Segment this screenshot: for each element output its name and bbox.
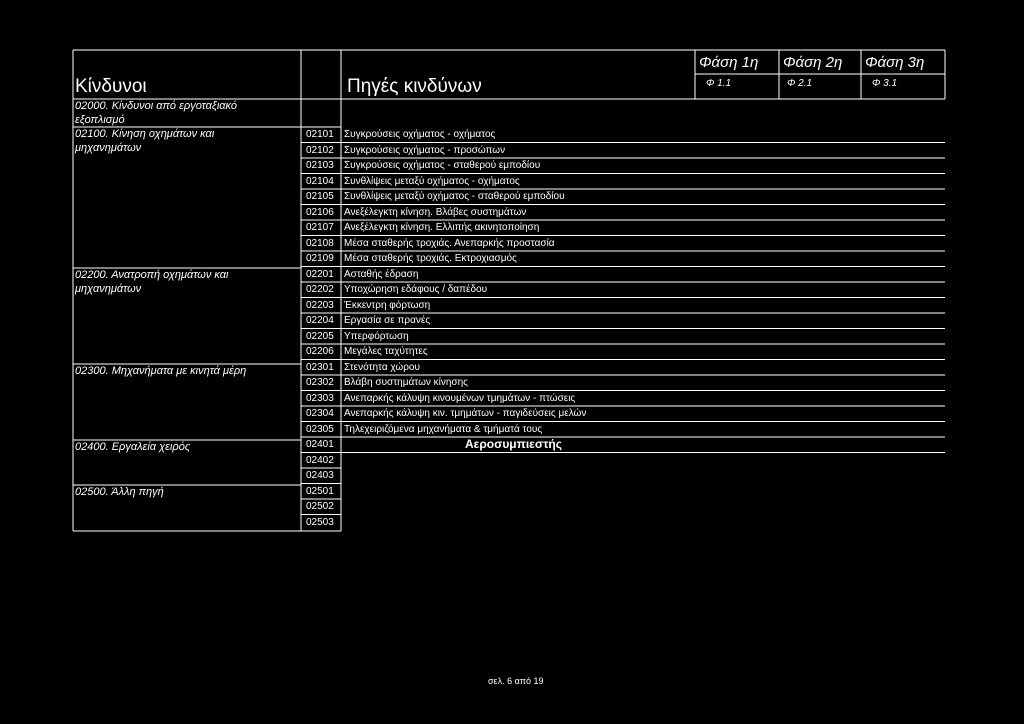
phase-2-sub: Φ 2.1 — [787, 78, 813, 89]
phase-3-header: Φάση 3η — [865, 54, 925, 71]
phase-2-header: Φάση 2η — [783, 54, 843, 71]
phase-1-header: Φάση 1η — [699, 54, 759, 71]
risk-source-description: Τηλεχειριζόμενα μηχανήματα & τμήματά τους — [344, 423, 543, 435]
risk-source-description: Βλάβη συστημάτων κίνησης — [344, 377, 468, 388]
risk-source-description: Μεγάλες ταχύτητες — [344, 346, 428, 357]
phase-1-sub: Φ 1.1 — [706, 78, 732, 89]
risk-source-description: Αεροσυμπιεστής — [465, 437, 563, 451]
risk-code: 02203 — [306, 299, 334, 311]
risk-code: 02108 — [306, 237, 334, 249]
phase-3-sub: Φ 3.1 — [872, 78, 898, 89]
risk-code: 02304 — [306, 408, 334, 419]
category-label: 02000. Κίνδυνοι από εργοταξιακό — [75, 100, 238, 112]
risk-source-description: Ασταθής έδραση — [344, 268, 419, 280]
risk-source-description: Εργασία σε πρανές — [344, 315, 431, 326]
category-label-cont: εξοπλισμό — [75, 114, 125, 126]
risk-code: 02201 — [306, 268, 334, 280]
risk-source-description: Ανεπαρκής κάλυψη κινουμένων τμημάτων - πτώσεις — [344, 392, 576, 404]
risk-code: 02401 — [306, 439, 334, 450]
risk-code: 02105 — [306, 191, 334, 202]
risk-code: 02204 — [306, 315, 334, 326]
risk-code: 02101 — [306, 129, 334, 140]
category-label: 02400. Εργαλεία χειρός — [75, 441, 191, 453]
risk-code: 02109 — [306, 253, 334, 264]
risk-source-description: Υποχώρηση εδάφους / δαπέδου — [344, 284, 488, 295]
risk-source-description: Στενότητα χώρου — [344, 361, 420, 373]
page-number: σελ. 6 από 19 — [488, 676, 544, 686]
risk-code: 02502 — [306, 501, 334, 512]
risk-source-description: Συνθλίψεις μεταξύ οχήματος - σταθερού εμποδίου — [344, 191, 565, 202]
risk-code: 02302 — [306, 377, 334, 388]
category-label: 02300. Μηχανήματα με κινητά μέρη — [75, 365, 247, 377]
risk-source-description: Μέσα σταθερής τροχιάς. Εκτροχιασμός — [344, 253, 517, 264]
risk-code: 02106 — [306, 206, 334, 218]
risk-code: 02305 — [306, 423, 334, 435]
risk-source-description: Υπερφόρτωση — [344, 330, 409, 342]
risk-code: 02205 — [306, 330, 334, 342]
risks-header: Κίνδυνοι — [75, 76, 147, 97]
risk-source-description: Ανεπαρκής κάλυψη κιν. τμημάτων - παγιδεύσεις μελών — [344, 408, 587, 419]
risk-code: 02103 — [306, 160, 334, 171]
risk-source-description: Συγκρούσεις οχήματος - προσώπων — [344, 144, 506, 156]
risk-code: 02402 — [306, 454, 334, 466]
risk-source-description: Ανεξέλεγκτη κίνηση. Ελλιπής ακινητοποίηση — [344, 222, 540, 233]
risk-code: 02102 — [306, 144, 334, 156]
risk-source-description: Συγκρούσεις οχήματος - οχήματος — [344, 129, 496, 140]
category-label-cont: μηχανημάτων — [75, 283, 142, 295]
category-label: 02200. Ανατροπή οχημάτων και — [75, 269, 229, 281]
risk-code: 02107 — [306, 222, 334, 233]
risk-source-description: Συνθλίψεις μεταξύ οχήματος - οχήματος — [344, 175, 520, 187]
risk-code: 02202 — [306, 284, 334, 295]
risk-code: 02503 — [306, 516, 334, 528]
risk-code: 02206 — [306, 346, 334, 357]
category-label: 02100. Κίνηση οχημάτων και — [75, 128, 215, 140]
category-label: 02500. Άλλη πηγή — [75, 486, 164, 498]
risk-code: 02303 — [306, 392, 334, 404]
risk-code: 02403 — [306, 470, 334, 481]
risk-code: 02104 — [306, 175, 334, 187]
risk-source-description: Μέσα σταθερής τροχιάς. Ανεπαρκής προστασία — [344, 237, 555, 249]
sources-header: Πηγές κινδύνων — [347, 76, 482, 97]
risk-source-description: Συγκρούσεις οχήματος - σταθερού εμποδίου — [344, 160, 541, 171]
category-label-cont: μηχανημάτων — [75, 142, 142, 154]
risk-code: 02301 — [306, 361, 334, 373]
risk-source-description: Έκκεντρη φόρτωση — [344, 299, 431, 311]
risk-source-description: Ανεξέλεγκτη κίνηση. Βλάβες συστημάτων — [344, 206, 527, 218]
risk-code: 02501 — [306, 485, 334, 497]
